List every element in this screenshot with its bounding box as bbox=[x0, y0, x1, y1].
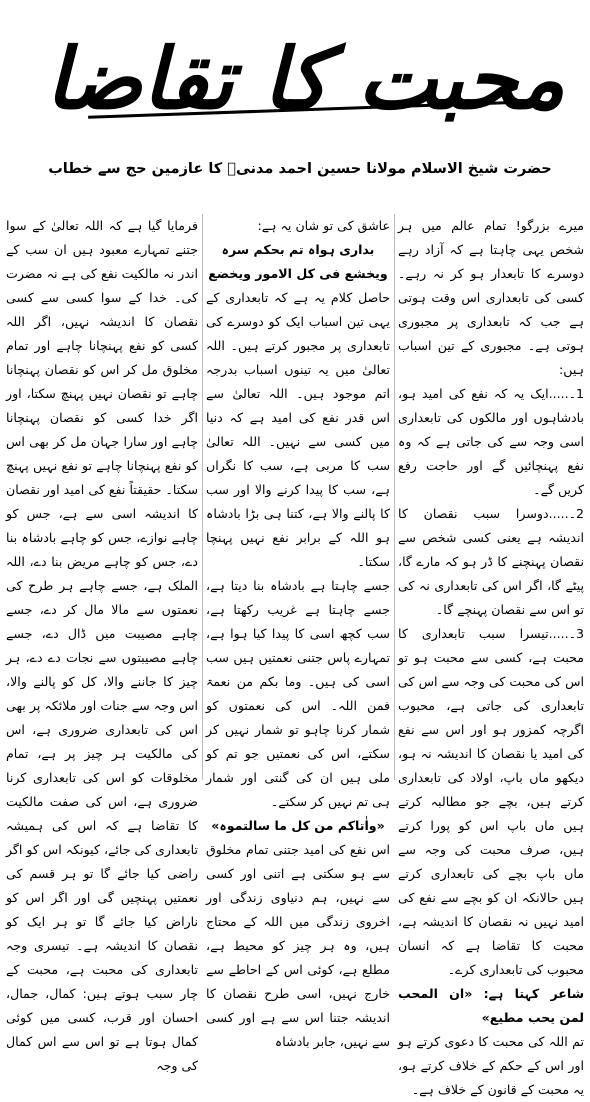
paragraph: میرے بزرگو! تمام عالم میں ہر شخص یہی چاہتا ہے کہ آزاد رہے دوسرے کا تابعدار ہو کر نہ رہے۔ کسی کی تابعداری اس وقت ہوتی ہے جب کہ تابعداری پر مجبوری ہوتی ہے۔ مجبوری کے تین اسباب ہیں: bbox=[398, 218, 584, 377]
paragraph: تم اللہ کی محبت کا دعوی کرتے ہو اور اس کے حکم کے خلاف کرتے ہو، یہ محبت کے قانون کے خلاف ہے۔ bbox=[398, 1034, 584, 1097]
paragraph: 2۔.....دوسرا سبب نقصان کا اندیشہ ہے یعنی کسی شخص سے نقصان پہنچنے کا ڈر ہو کہ مارے گا، پیٹے گا، اگر اس کی تابعداری نہ کی تو اس سے نقصان پہنچے گا۔ bbox=[398, 506, 584, 617]
column-divider bbox=[394, 214, 395, 780]
arabic-verse: بداری ہواہ تم بحکم سرہ ویخشع فی کل الامور ویخضع bbox=[208, 242, 388, 281]
paragraph: عاشق کی تو شان یہ ہے: bbox=[257, 218, 390, 233]
article-column-right bbox=[398, 214, 584, 1097]
byline: حضرت شیخ الاسلام مولانا حسین احمد مدنیؒ کا عازمین حج سے خطاب bbox=[48, 161, 552, 177]
paragraph: 1۔.....ایک یہ کہ نفع کی امید ہو، بادشاہوں اور مالکوں کی تابعداری اسی وجہ سے کی جاتی ہے کہ وہ نفع پہنچائیں گے اور حاجت رفع کریں گے۔ bbox=[398, 386, 584, 497]
poet-quote: شاعر کہتا ہے: «ان المحب لمن یحب مطیع» bbox=[398, 986, 584, 1025]
paragraph: فرمایا گیا ہے کہ اللہ تعالیٰ کے سوا جتنے تمہارے معبود ہیں ان سب کے اندر نہ مالکیت نفع کی ہے نہ مضرت کی۔ خدا کے سوا کسی سے کسی نقصان کا اندیشہ نہیں، اگر اللہ کسی کو نفع پہنچانا چاہے اور تمام مخلوق مل کر اس کو نقصان پہنچانا چاہے تو نقصان نہیں پہنچ سکتا، اور اگر خدا کسی کو نقصان پہنچانا چاہے اور سارا جہان مل کر بھی اس کو نفع پہنچانا چاہے تو نفع نہیں پہنچ سکتا۔ حقیقتاً نفع کی امید اور نقصان کا اندیشہ اسی سے ہے، جس کو چاہے نوازے، جس کو چاہے بادشاہ بنا دے، جس کو چاہے مریض بنا دے، اللہ الملک ہے، جسے چاہے ہر طرح کی نعمتوں سے مالا مال کر دے، جسے چاہے مصیبت میں ڈال دے، جسے چاہے مصیبتوں سے نجات دے دے، ہر چیز کا جاننے والا، کل کو پالنے والا، اس وجہ سے جنات اور ملائکہ پر بھی اس کی تابعداری ضروری ہے، اس کی مالکیت ہر چیز پر ہے، تمام مخلوقات کو اس کی تابعداری کرنا ضروری ہے، اس کی صفت مالکیت کا تقاضا ہے کہ اس کی ہمیشہ تابعداری کی جائے، کیونکہ اس کو اگر راضی کیا جائے گا تو ہر قسم کی نعمتیں پہنچیں گی اور اگر اس کو ناراض کیا جائے گا تو ہر ایک کو نقصان کا اندیشہ ہے۔ تیسری وجہ تابعداری کی محبت ہے، محبت کے چار سبب ہوتے ہیں: کمال، جمال، احسان اور قرب، کسی میں کوئی کمال ہوتا ہے تو اس سے اس کمال کی وجہ bbox=[5, 218, 198, 1073]
paragraph: جسے چاہتا ہے بادشاہ بنا دیتا ہے، جسے چاہتا ہے غریب رکھتا ہے، سب کچھ اسی کا پیدا کیا ہوا ہے، تمہارے پاس جتنی نعمتیں ہیں سب اسی کی ہیں۔ وما بکم من نعمۃ فمن اللہ۔ اس کی نعمتوں کو شمار کرنا چاہو تو شمار نہیں کر سکتے، اس کی نعمتیں جو تم کو ملی ہیں ان کی گنتی اور شمار ہی تم نہیں کر سکتے۔ bbox=[206, 578, 390, 809]
article-column-left bbox=[5, 214, 198, 1073]
paragraph: حاصل کلام یہ ہے کہ تابعداری کے یہی تین اسباب ایک کو دوسرے کی تابعداری پر مجبور کرتے ہیں۔ اللہ تعالیٰ میں یہ تینوں اسباب بدرجہ اتم موجود ہیں۔ اللہ تعالیٰ سے اس قدر نفع کی امید ہے کہ دنیا میں کسی سے نہیں۔ اللہ تعالیٰ سب کا مربی ہے، سب کا نگراں ہے، سب کا پیدا کرنے والا اور سب کا پالنے والا ہے، کتنا ہی بڑا بادشاہ ہو اللہ کے برابر نفع نہیں پہنچا سکتا۔ bbox=[206, 290, 390, 569]
quranic-quote: «واٰتاکم من کل ما سالتموہ» bbox=[211, 818, 385, 833]
column-divider bbox=[202, 214, 203, 780]
paragraph: اس نفع کی امید جتنی تمام مخلوق سے ہو سکتی ہے اتنی اور کسی سے نہیں، ہم دنیاوی زندگی اور اخروی زندگی میں اللہ کے محتاج ہیں، وہ ہر چیز کو محیط ہے، مطلع ہے، کوئی اس کے احاطے سے خارج نہیں، اسی طرح نقصان کا اندیشہ جتنا اس سے ہے اور کسی سے نہیں، جابر بادشاہ bbox=[206, 842, 390, 1049]
paragraph: 3۔.....تیسرا سبب تابعداری کا محبت ہے، کسی سے محبت ہو تو اس کی محبت کی وجہ سے اس کی تابعداری کی جاتی ہے، محبوب اگرچہ کمزور ہو اور اس سے نفع کی امید یا نقصان کا اندیشہ نہ ہو، دیکھو ماں باپ، اولاد کی تابعداری کرتے ہیں، بچے جو مطالبہ کرتے ہیں ماں باپ اس کو پورا کرتے ہیں، صرف محبت کی وجہ سے ماں باپ بچے کی تابعداری کرتے ہیں حالانکہ ان کو بچے سے نفع کی امید نہیں نہ نقصان کا اندیشہ ہے، محبت کا تقاضا ہے کہ انسان محبوب کی تابعداری کرے۔ bbox=[398, 626, 584, 977]
headline: محبت کا تقاضا bbox=[45, 29, 565, 128]
article-column-middle bbox=[206, 214, 390, 1049]
